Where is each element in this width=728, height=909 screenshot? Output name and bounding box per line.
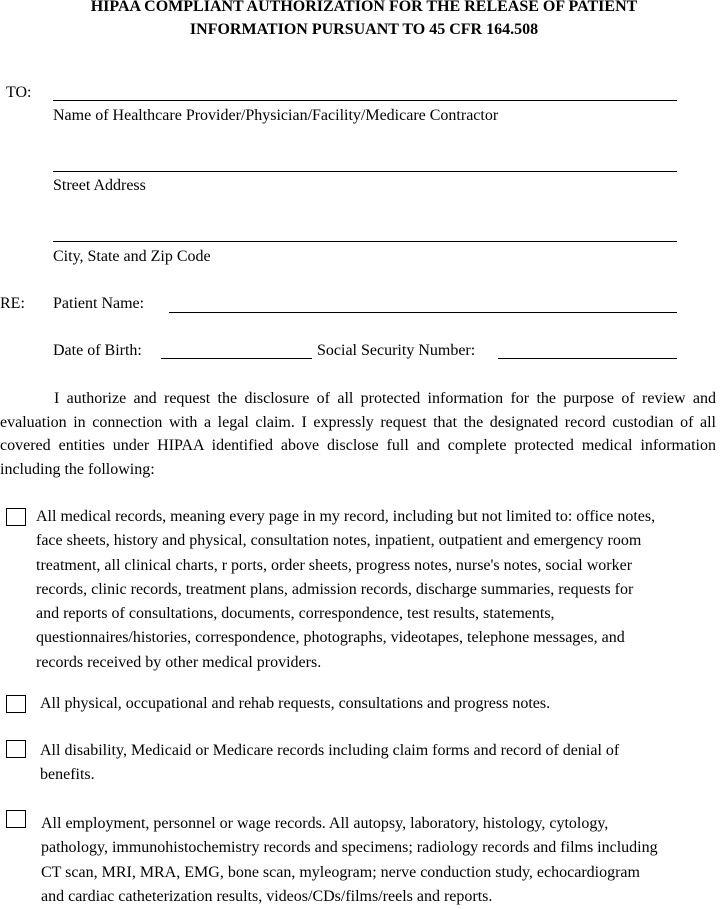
re-label: RE: [0, 295, 25, 312]
street-address-caption: Street Address [53, 177, 146, 194]
item-line: CT scan, MRI, MRA, EMG, bone scan, myleogram; nerve conduction study, echocardiogram [41, 863, 640, 881]
item-line: and cardiac catheterization results, videos/CDs/films/reels and reports. [41, 887, 493, 905]
item-line: records received by other medical providers. [36, 653, 322, 671]
item-line: All disability, Medicaid or Medicare records including claim forms and record of denial of [40, 742, 620, 759]
authorization-paragraph-text: I authorize and request the disclosure of all protected information for the purpose of review and evaluation in connection with a legal claim. I expressly request that the designated record custodian of all covered entities under HIPAA identified above disclose full and complete protected medical information including the following: [0, 390, 716, 478]
date-of-birth-field[interactable] [161, 358, 312, 359]
item-line: questionnaires/histories, correspondence, photographs, videotapes, telephone messages, and [36, 629, 625, 647]
item-line: records, clinic records, treatment plans, admission records, discharge summaries, requests for [36, 580, 634, 598]
date-of-birth-label: Date of Birth: [53, 342, 142, 359]
form-title-line-2: INFORMATION PURSUANT TO 45 CFR 164.508 [189, 21, 539, 38]
city-state-zip-field[interactable] [53, 241, 677, 242]
employment-records-checkbox[interactable] [6, 810, 26, 828]
ssn-field[interactable] [498, 358, 677, 359]
disability-medicaid-checkbox[interactable] [6, 740, 26, 758]
item-line: benefits. [40, 766, 95, 784]
patient-name-label: Patient Name: [53, 295, 145, 312]
item-line: All physical, occupational and rehab requests, consultations and progress notes. [40, 695, 551, 712]
medical-records-item [36, 505, 655, 675]
item-line: All employment, personnel or wage records. All autopsy, laboratory, histology, cytology, [41, 815, 609, 832]
medical-records-checkbox[interactable] [6, 508, 26, 526]
provider-name-caption: Name of Healthcare Provider/Physician/Facility/Medicare Contractor [53, 107, 499, 124]
city-state-zip-caption: City, State and Zip Code [53, 248, 211, 265]
ssn-label: Social Security Number: [317, 342, 476, 359]
street-address-field[interactable] [53, 171, 677, 172]
physical-rehab-checkbox[interactable] [6, 695, 26, 713]
disability-medicaid-item [40, 739, 619, 788]
patient-name-field[interactable] [169, 312, 677, 313]
authorization-paragraph [0, 387, 716, 481]
item-line: pathology, immunohistochemistry records and specimens; radiology records and films including [41, 839, 658, 857]
item-line: and reports of consultations, documents, correspondence, test results, statements, [36, 605, 555, 623]
employment-records-item [41, 812, 658, 909]
to-label: TO: [6, 84, 32, 101]
physical-rehab-item [40, 692, 550, 716]
item-line: face sheets, history and physical, consultation notes, inpatient, outpatient and emergency room [36, 532, 642, 550]
item-line: treatment, all clinical charts, r ports, order sheets, progress notes, nurse's notes, social worker [36, 556, 633, 574]
item-line: All medical records, meaning every page in my record, including but not limited to: office notes, [36, 508, 656, 525]
form-title-line-1: HIPAA COMPLIANT AUTHORIZATION FOR THE RELEASE OF PATIENT [90, 0, 638, 15]
provider-name-field[interactable] [53, 100, 677, 101]
